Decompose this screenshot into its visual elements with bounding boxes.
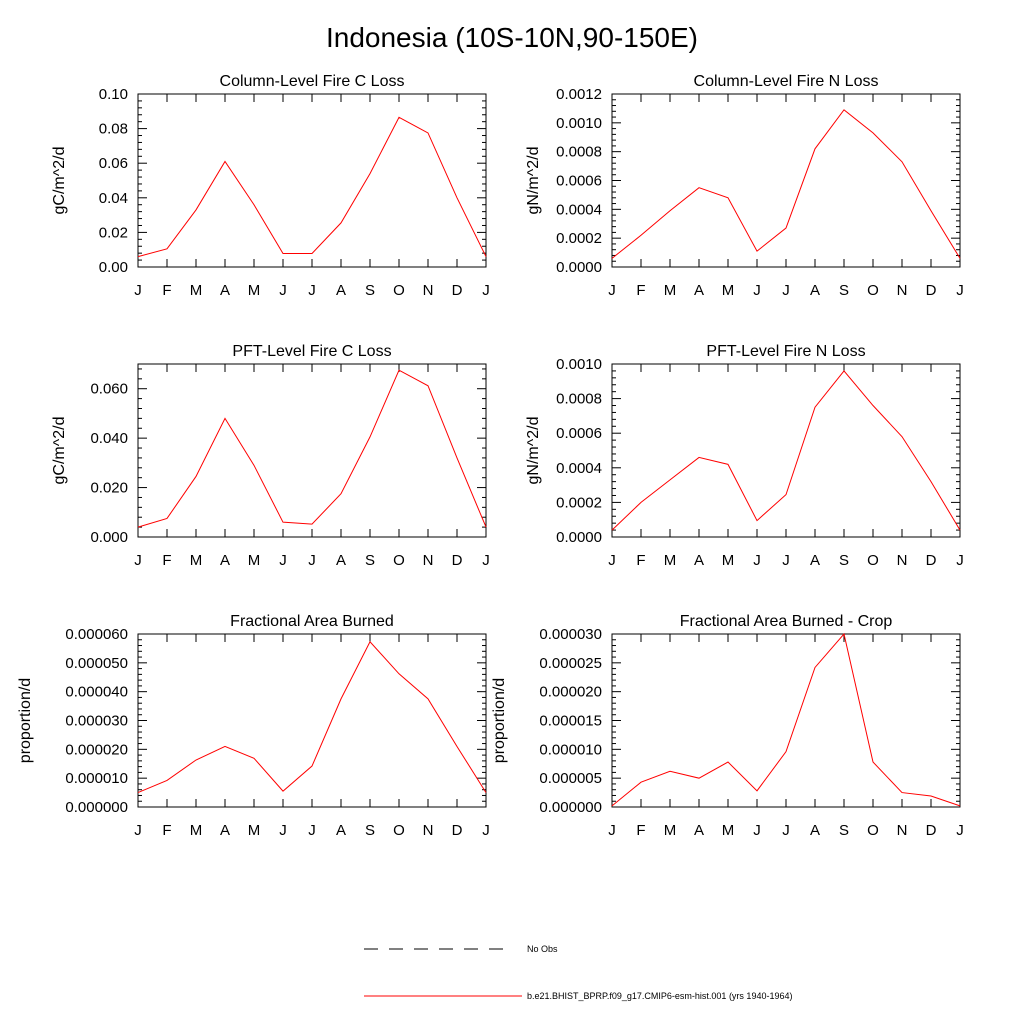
x-tick-label: J: [753, 822, 761, 839]
chart-panel-4: [525, 343, 964, 569]
plot-frame: [612, 634, 960, 807]
x-tick-label: J: [753, 282, 761, 299]
x-tick-label: J: [608, 552, 616, 569]
y-tick-label: 0.000050: [65, 654, 128, 672]
x-tick-label: J: [279, 282, 287, 299]
x-tick-label: D: [451, 282, 463, 299]
chart-panel-2: [525, 73, 964, 299]
x-tick-label: N: [896, 552, 908, 569]
panel-title: PFT-Level Fire N Loss: [706, 343, 866, 360]
y-tick-label: 0.000060: [65, 626, 128, 643]
x-tick-label: F: [162, 552, 172, 569]
plot-frame: [612, 94, 960, 267]
x-tick-label: F: [162, 822, 172, 839]
series-line: [138, 642, 486, 793]
y-tick-label: 0.0010: [556, 114, 602, 132]
y-tick-label: 0.0006: [556, 425, 602, 443]
x-tick-label: O: [867, 822, 879, 839]
y-axis-label: gC/m^2/d: [51, 416, 68, 485]
x-tick-label: D: [451, 552, 463, 569]
x-tick-label: D: [925, 552, 937, 569]
x-tick-label: M: [663, 552, 677, 569]
x-tick-label: M: [189, 282, 203, 299]
x-tick-label: M: [189, 552, 203, 569]
y-tick-label: 0.000020: [539, 683, 602, 701]
x-tick-label: D: [925, 282, 937, 299]
y-tick-label: 0.000: [90, 529, 128, 546]
x-tick-label: N: [422, 552, 434, 569]
series-line: [612, 371, 960, 530]
x-tick-label: J: [134, 552, 142, 569]
x-tick-label: J: [308, 282, 316, 299]
y-tick-label: 0.06: [98, 155, 128, 173]
y-tick-label: 0.060: [90, 380, 128, 398]
x-tick-label: J: [782, 822, 790, 839]
x-tick-label: A: [219, 822, 231, 839]
y-tick-label: 0.0002: [556, 230, 602, 248]
plot-frame: [612, 364, 960, 537]
x-tick-label: O: [867, 282, 879, 299]
panel-title: Fractional Area Burned: [230, 613, 394, 630]
x-tick-label: A: [335, 552, 347, 569]
x-tick-label: O: [393, 552, 405, 569]
series-line: [138, 370, 486, 527]
y-tick-label: 0.020: [90, 479, 128, 497]
y-tick-label: 0.000025: [539, 654, 602, 672]
y-tick-label: 0.040: [90, 430, 128, 448]
y-tick-label: 0.0010: [556, 356, 602, 373]
y-tick-label: 0.0008: [556, 143, 602, 161]
y-tick-label: 0.000015: [539, 712, 602, 730]
x-tick-label: A: [219, 282, 231, 299]
y-tick-label: 0.000010: [539, 741, 602, 759]
x-tick-label: J: [956, 822, 964, 839]
y-tick-label: 0.000010: [65, 770, 128, 788]
y-tick-label: 0.0006: [556, 172, 602, 190]
plot-frame: [138, 364, 486, 537]
y-tick-label: 0.0002: [556, 494, 602, 512]
x-tick-label: M: [721, 282, 735, 299]
series-line: [612, 634, 960, 806]
y-tick-label: 0.000020: [65, 741, 128, 759]
plot-frame: [138, 94, 486, 267]
y-tick-label: 0.0008: [556, 390, 602, 408]
x-tick-label: J: [308, 822, 316, 839]
x-tick-label: D: [451, 822, 463, 839]
x-tick-label: M: [189, 822, 203, 839]
panel-title: PFT-Level Fire C Loss: [232, 343, 392, 360]
x-tick-label: S: [838, 282, 850, 299]
x-tick-label: J: [956, 552, 964, 569]
y-tick-label: 0.02: [98, 224, 128, 242]
x-tick-label: M: [247, 822, 261, 839]
x-tick-label: J: [134, 282, 142, 299]
y-tick-label: 0.10: [98, 86, 128, 103]
panel-title: Column-Level Fire C Loss: [219, 73, 405, 90]
x-tick-label: N: [422, 282, 434, 299]
series-line: [138, 117, 486, 256]
y-tick-label: 0.000005: [539, 770, 602, 788]
y-tick-label: 0.000040: [65, 683, 128, 701]
x-tick-label: M: [663, 822, 677, 839]
x-tick-label: S: [838, 822, 850, 839]
x-tick-label: J: [134, 822, 142, 839]
x-tick-label: F: [162, 282, 172, 299]
x-tick-label: N: [896, 282, 908, 299]
y-tick-label: 0.000030: [539, 626, 602, 643]
x-tick-label: A: [809, 282, 821, 299]
chart-panel-6: [491, 613, 964, 839]
x-tick-label: M: [721, 552, 735, 569]
y-axis-label: gN/m^2/d: [525, 416, 542, 485]
legend-label-1: No Obs: [527, 944, 558, 954]
y-axis-label: proportion/d: [17, 677, 34, 764]
y-axis-label: gC/m^2/d: [51, 146, 68, 215]
x-tick-label: S: [364, 282, 376, 299]
x-tick-label: A: [693, 822, 705, 839]
series-line: [612, 110, 960, 258]
x-tick-label: A: [335, 282, 347, 299]
x-tick-label: F: [636, 282, 646, 299]
x-tick-label: S: [364, 552, 376, 569]
x-tick-label: J: [308, 552, 316, 569]
chart-panel-5: [17, 613, 490, 839]
x-tick-label: J: [279, 822, 287, 839]
chart-panel-3: [51, 343, 490, 569]
x-tick-label: D: [925, 822, 937, 839]
x-tick-label: M: [663, 282, 677, 299]
x-tick-label: F: [636, 822, 646, 839]
x-tick-label: J: [753, 552, 761, 569]
y-tick-label: 0.000030: [65, 712, 128, 730]
y-tick-label: 0.00: [98, 259, 128, 276]
y-axis-label: gN/m^2/d: [525, 146, 542, 215]
y-tick-label: 0.04: [98, 189, 128, 207]
y-tick-label: 0.0004: [556, 201, 602, 219]
x-tick-label: O: [393, 822, 405, 839]
y-tick-label: 0.0000: [556, 529, 602, 546]
x-tick-label: S: [838, 552, 850, 569]
x-tick-label: J: [782, 282, 790, 299]
x-tick-label: M: [721, 822, 735, 839]
x-tick-label: A: [693, 552, 705, 569]
x-tick-label: A: [335, 822, 347, 839]
x-tick-label: N: [896, 822, 908, 839]
y-tick-label: 0.08: [98, 120, 128, 138]
x-tick-label: S: [364, 822, 376, 839]
y-tick-label: 0.0000: [556, 259, 602, 276]
x-tick-label: J: [482, 282, 490, 299]
y-tick-label: 0.000000: [65, 799, 128, 816]
y-tick-label: 0.0012: [556, 86, 602, 103]
x-tick-label: J: [482, 552, 490, 569]
legend-label-2: b.e21.BHIST_BPRP.f09_g17.CMIP6-esm-hist.001 (yrs 1940-1964): [527, 991, 793, 1001]
x-tick-label: J: [482, 822, 490, 839]
x-tick-label: M: [247, 552, 261, 569]
chart-panel-1: [51, 73, 490, 299]
x-tick-label: A: [219, 552, 231, 569]
panel-title: Column-Level Fire N Loss: [693, 73, 879, 90]
panel-title: Fractional Area Burned - Crop: [679, 613, 893, 630]
figure-title: Indonesia (10S-10N,90-150E): [325, 22, 698, 53]
x-tick-label: O: [867, 552, 879, 569]
x-tick-label: J: [608, 282, 616, 299]
plot-frame: [138, 634, 486, 807]
y-tick-label: 0.0004: [556, 459, 602, 477]
x-tick-label: F: [636, 552, 646, 569]
x-tick-label: M: [247, 282, 261, 299]
x-tick-label: O: [393, 282, 405, 299]
x-tick-label: A: [809, 822, 821, 839]
x-tick-label: A: [693, 282, 705, 299]
x-tick-label: J: [956, 282, 964, 299]
x-tick-label: J: [782, 552, 790, 569]
x-tick-label: J: [279, 552, 287, 569]
y-axis-label: proportion/d: [491, 677, 508, 764]
x-tick-label: N: [422, 822, 434, 839]
x-tick-label: A: [809, 552, 821, 569]
x-tick-label: J: [608, 822, 616, 839]
y-tick-label: 0.000000: [539, 799, 602, 816]
legend: [364, 944, 792, 1001]
